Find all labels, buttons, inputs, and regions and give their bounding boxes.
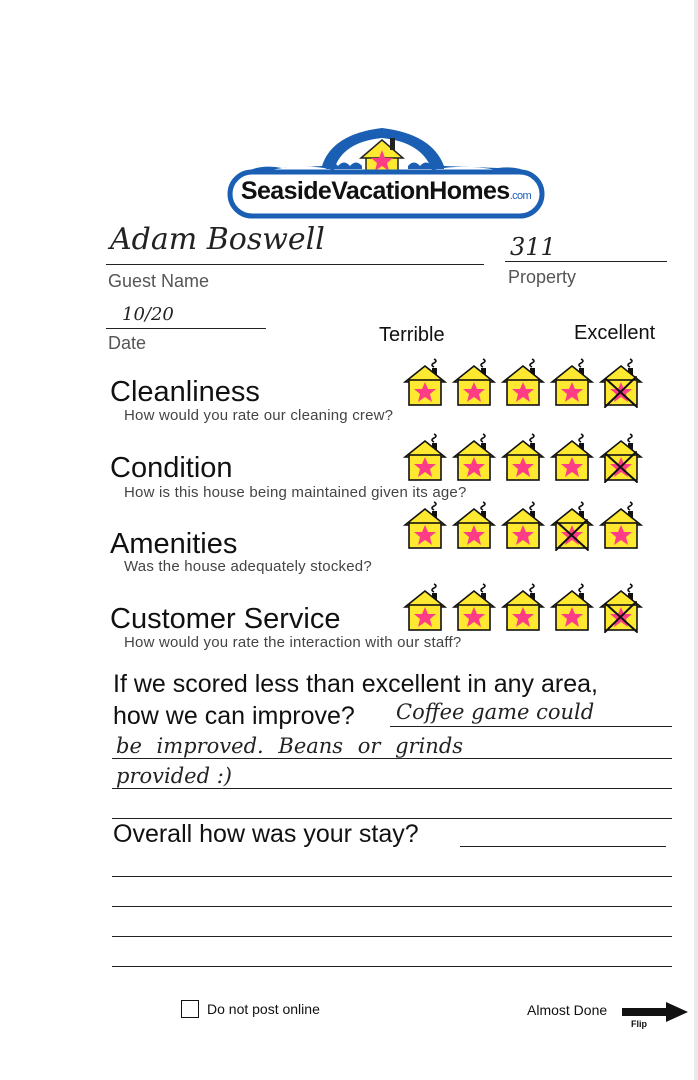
rating-house-3[interactable] bbox=[501, 498, 545, 554]
almost-done-label: Almost Done bbox=[527, 1002, 608, 1018]
improve-answer-line1[interactable]: Coffee game could bbox=[396, 700, 595, 724]
date-label: Date bbox=[108, 333, 147, 353]
rating-amenities-name: Amenities bbox=[110, 528, 238, 560]
rating-cleanliness-stars[interactable] bbox=[403, 355, 643, 411]
rating-house-4[interactable] bbox=[550, 430, 594, 486]
guest-name-line bbox=[106, 264, 484, 265]
overall-line-2[interactable] bbox=[112, 906, 672, 907]
improve-question-line1: If we scored less than excellent in any area, bbox=[113, 670, 598, 698]
brand-suffix: .com bbox=[509, 190, 532, 202]
rating-house-2[interactable] bbox=[452, 355, 496, 411]
brand-name: SeasideVacationHomes bbox=[240, 177, 510, 205]
date-value: 10/20 bbox=[122, 304, 174, 325]
improve-line-3 bbox=[112, 788, 672, 789]
improve-answer-line2[interactable]: be improved. Beans or grinds bbox=[116, 734, 464, 758]
rating-house-1[interactable] bbox=[403, 580, 447, 636]
rating-house-3[interactable] bbox=[501, 430, 545, 486]
scale-low-label: Terrible bbox=[379, 324, 445, 346]
rating-customer-service-stars[interactable] bbox=[403, 580, 643, 636]
rating-house-3[interactable] bbox=[501, 580, 545, 636]
rating-condition-question: How is this house being maintained given its age? bbox=[124, 484, 467, 501]
rating-house-1[interactable] bbox=[403, 355, 447, 411]
brand-logo bbox=[222, 120, 552, 230]
improve-question-line2: how we can improve? bbox=[113, 702, 355, 730]
overall-line-3[interactable] bbox=[112, 936, 672, 937]
guest-name-value: Adam Boswell bbox=[110, 222, 325, 257]
rating-customer-service-name: Customer Service bbox=[110, 603, 341, 635]
rating-house-4-selected[interactable] bbox=[550, 498, 594, 554]
rating-condition-name: Condition bbox=[110, 452, 233, 484]
do-not-post-label: Do not post online bbox=[207, 1001, 320, 1017]
rating-house-2[interactable] bbox=[452, 580, 496, 636]
overall-line-1[interactable] bbox=[112, 876, 672, 877]
date-line bbox=[106, 328, 266, 329]
rating-house-5-selected[interactable] bbox=[599, 430, 643, 486]
overall-line-4[interactable] bbox=[112, 966, 672, 967]
improve-line-2 bbox=[112, 758, 672, 759]
rating-house-1[interactable] bbox=[403, 430, 447, 486]
rating-house-5[interactable] bbox=[599, 498, 643, 554]
improve-line-1 bbox=[390, 726, 672, 727]
overall-line-0[interactable] bbox=[460, 846, 666, 847]
rating-house-2[interactable] bbox=[452, 430, 496, 486]
do-not-post-checkbox[interactable] bbox=[181, 1000, 199, 1018]
rating-house-1[interactable] bbox=[403, 498, 447, 554]
brand-logo-art bbox=[222, 120, 552, 230]
rating-house-2[interactable] bbox=[452, 498, 496, 554]
flip-label: Flip bbox=[631, 1019, 647, 1029]
property-label: Property bbox=[508, 267, 577, 287]
property-line bbox=[505, 261, 667, 262]
overall-question: Overall how was your stay? bbox=[113, 820, 419, 848]
guest-name-label: Guest Name bbox=[108, 271, 210, 291]
rating-house-4[interactable] bbox=[550, 580, 594, 636]
rating-cleanliness-name: Cleanliness bbox=[110, 376, 260, 408]
rating-house-3[interactable] bbox=[501, 355, 545, 411]
rating-condition-stars[interactable] bbox=[403, 430, 643, 486]
improve-line-4 bbox=[112, 818, 672, 819]
property-value: 311 bbox=[510, 233, 556, 261]
improve-answer-line3[interactable]: provided :) bbox=[116, 764, 232, 788]
rating-house-5-selected[interactable] bbox=[599, 580, 643, 636]
rating-amenities-question: Was the house adequately stocked? bbox=[124, 558, 372, 575]
rating-house-4[interactable] bbox=[550, 355, 594, 411]
rating-amenities-stars[interactable] bbox=[403, 498, 643, 554]
page-edge bbox=[694, 0, 698, 1080]
brand-wordmark bbox=[236, 177, 536, 206]
rating-cleanliness-question: How would you rate our cleaning crew? bbox=[124, 407, 394, 424]
scale-high-label: Excellent bbox=[574, 322, 656, 344]
rating-house-5-selected[interactable] bbox=[599, 355, 643, 411]
rating-customer-service-question: How would you rate the interaction with our staff? bbox=[124, 634, 462, 651]
